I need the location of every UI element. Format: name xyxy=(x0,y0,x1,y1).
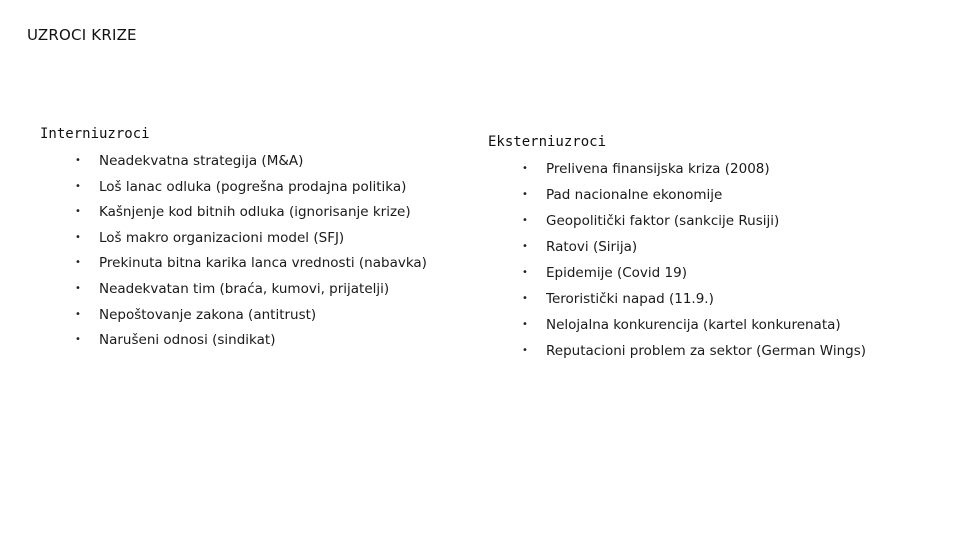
list-item-text: Reputacioni problem za sektor (German Wings) xyxy=(546,343,866,359)
list-item-text: Teroristički napad (11.9.) xyxy=(546,291,714,307)
bullet-icon: • xyxy=(522,319,528,330)
bullet-icon: • xyxy=(75,231,81,243)
list-item-text: Prekinuta bitna karika lanca vrednosti (nabavka) xyxy=(99,255,427,272)
bullet-icon: • xyxy=(522,241,528,252)
internal-causes-heading: Interniuzroci xyxy=(40,126,150,142)
bullet-icon: • xyxy=(75,282,81,294)
bullet-icon: • xyxy=(522,293,528,304)
list-item-text: Nelojalna konkurencija (kartel konkurenata) xyxy=(546,317,841,333)
list-item-text: Nepoštovanje zakona (antitrust) xyxy=(99,306,317,323)
list-item-text: Kašnjenje kod bitnih odluka (ignorisanje krize) xyxy=(99,204,411,221)
list-item-text: Geopolitički faktor (sankcije Rusiji) xyxy=(546,213,780,229)
list-item-text: Neadekvatna strategija (M&A) xyxy=(99,153,304,169)
bullet-icon: • xyxy=(75,308,81,320)
bullet-icon: • xyxy=(522,163,528,174)
bullet-icon: • xyxy=(75,155,81,166)
list-item-text: Neadekvatan tim (braća, kumovi, prijatelji) xyxy=(99,280,390,297)
bullet-icon: • xyxy=(75,334,81,346)
bullet-icon: • xyxy=(75,180,81,192)
list-item-text: Loš lanac odluka (pogrešna prodajna politika) xyxy=(99,178,407,195)
bullet-icon: • xyxy=(522,345,528,356)
external-causes-heading: Eksterniuzroci xyxy=(488,134,607,150)
list-item-text: Loš makro organizacioni model (SFJ) xyxy=(99,229,345,246)
list-item-text: Pad nacionalne ekonomije xyxy=(546,187,723,203)
list-item-text: Epidemije (Covid 19) xyxy=(546,265,687,281)
bullet-icon: • xyxy=(75,257,81,269)
list-item-text: Prelivena finansijska kriza (2008) xyxy=(546,161,770,177)
bullet-icon: • xyxy=(522,267,528,278)
list-item-text: Ratovi (Sirija) xyxy=(546,239,638,255)
bullet-icon: • xyxy=(522,215,528,226)
bullet-icon: • xyxy=(522,189,528,200)
bullet-icon: • xyxy=(75,206,81,218)
list-item-text: Narušeni odnosi (sindikat) xyxy=(99,332,276,349)
slide-title: UZROCI KRIZE xyxy=(27,26,137,44)
